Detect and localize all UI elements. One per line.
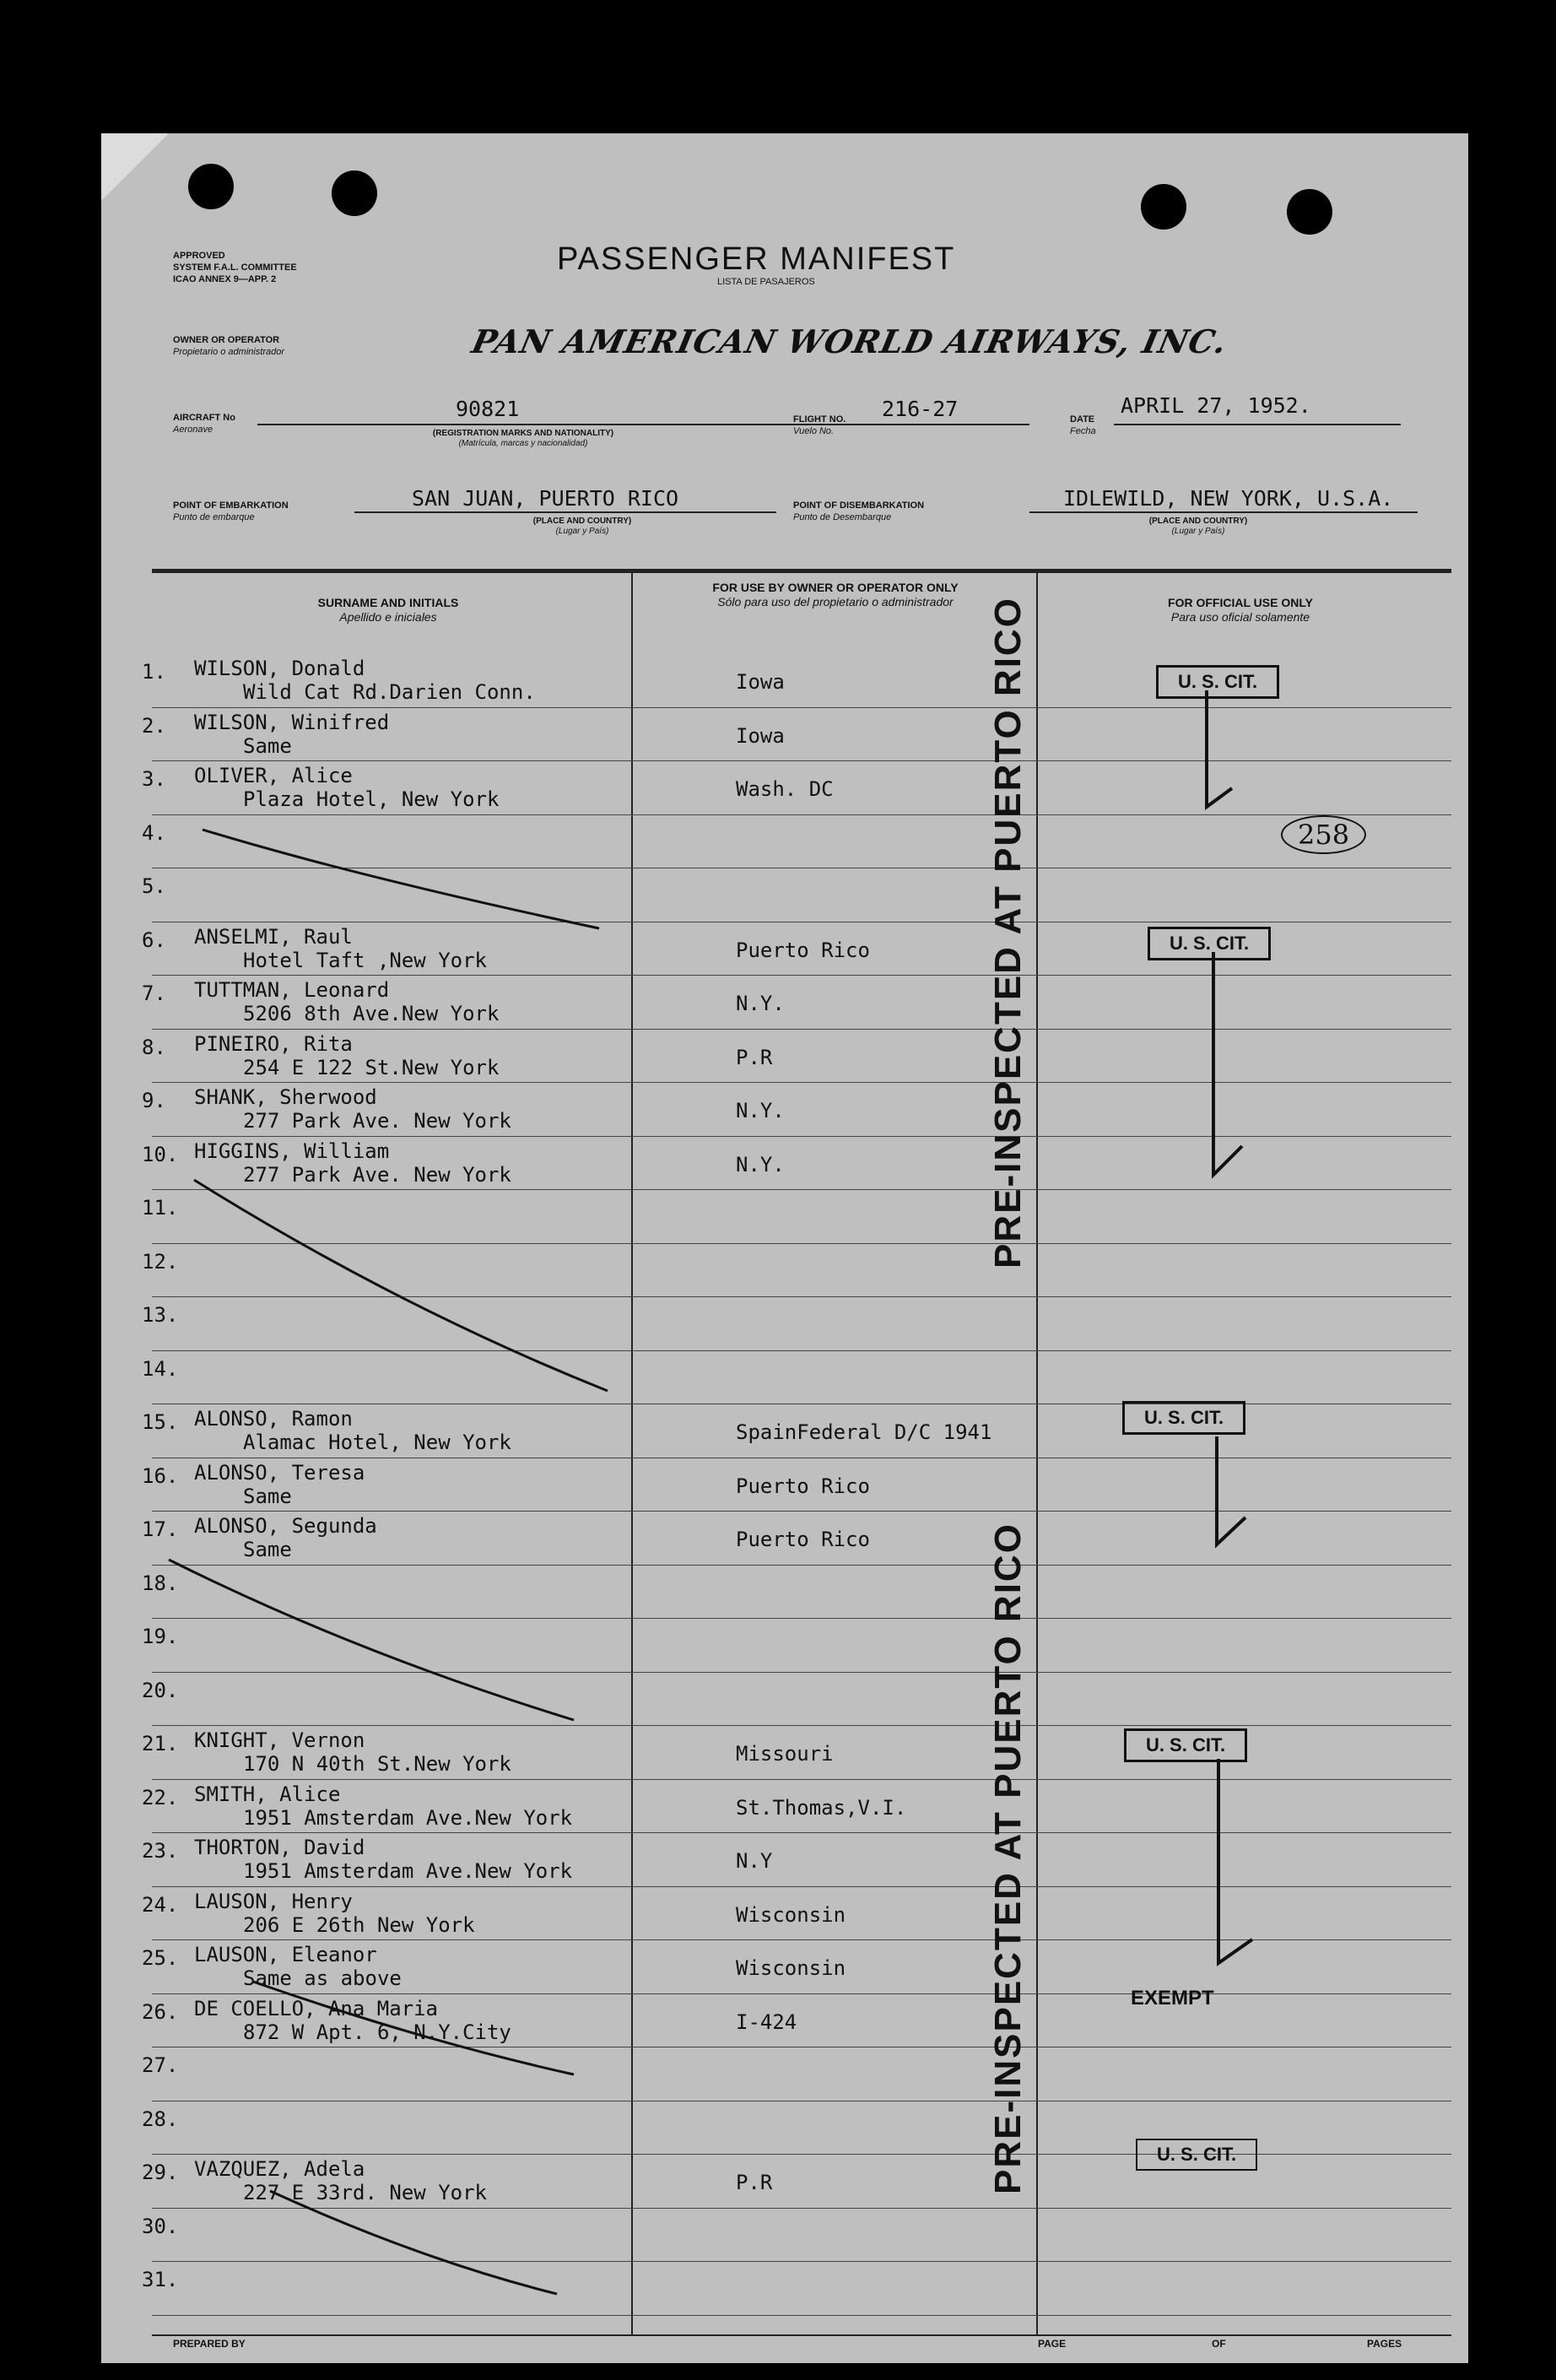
registration-label-es: (Matrícula, marcas y nacionalidad) bbox=[458, 439, 588, 448]
passenger-address: 277 Park Ave. New York bbox=[243, 1162, 511, 1187]
passenger-address: 227 E 33rd. New York bbox=[243, 2181, 487, 2204]
owner-note: N.Y. bbox=[736, 1099, 785, 1122]
bracket-line bbox=[1207, 690, 1232, 807]
column-header-official-en: FOR OFFICIAL USE ONLY bbox=[1168, 596, 1313, 609]
passenger-name: OLIVER, Alice bbox=[194, 764, 353, 787]
owner-note: SpainFederal D/C 1941 bbox=[736, 1420, 992, 1444]
disembark-label-en: POINT OF DISEMBARKATION bbox=[793, 500, 925, 511]
owner-note: Missouri bbox=[736, 1742, 834, 1766]
strike-marks bbox=[101, 133, 1468, 2363]
row-number: 11. bbox=[142, 1196, 179, 1220]
owner-note: Puerto Rico bbox=[736, 1474, 870, 1498]
preinspected-stamp: PRE-INSPECTED AT PUERTO RICO bbox=[987, 597, 1029, 1268]
approval-line: APPROVED bbox=[173, 251, 225, 261]
owner-note: I-424 bbox=[736, 2009, 797, 2034]
column-header-name-es: Apellido e iniciales bbox=[339, 610, 437, 624]
passenger-address: 277 Park Ave. New York bbox=[243, 1109, 511, 1133]
pages-label: PAGES bbox=[1367, 2338, 1402, 2350]
row-number: 17. bbox=[142, 1517, 179, 1541]
row-number: 3. bbox=[142, 767, 166, 791]
passenger-name: ANSELMI, Raul bbox=[194, 924, 353, 949]
row-number: 29. bbox=[142, 2161, 179, 2184]
preinspected-stamp: PRE-INSPECTED AT PUERTO RICO bbox=[987, 1523, 1029, 2194]
row-number: 24. bbox=[142, 1892, 179, 1917]
row-number: 7. bbox=[142, 982, 166, 1005]
passenger-name: PINEIRO, Rita bbox=[194, 1031, 353, 1056]
row-number: 19. bbox=[142, 1625, 179, 1648]
owner-note: N.Y bbox=[736, 1849, 773, 1873]
prepared-by-label: PREPARED BY bbox=[173, 2338, 246, 2350]
passenger-name: ALONSO, Teresa bbox=[194, 1460, 365, 1485]
owner-note: Wisconsin bbox=[736, 1956, 846, 1980]
passenger-address: 1951 Amsterdam Ave.New York bbox=[243, 1859, 573, 1883]
flight-number: 216-27 bbox=[882, 397, 959, 421]
row-number: 10. bbox=[142, 1142, 179, 1166]
page-title: PASSENGER MANIFEST bbox=[557, 241, 956, 277]
page-subtitle: LISTA DE PASAJEROS bbox=[717, 277, 815, 287]
passenger-address: Alamac Hotel, New York bbox=[243, 1431, 511, 1454]
passenger-name: WILSON, Donald bbox=[194, 657, 365, 680]
passenger-address: Hotel Taft ,New York bbox=[243, 948, 487, 972]
flight-label-es: Vuelo No. bbox=[793, 426, 835, 436]
row-number: 23. bbox=[142, 1839, 179, 1863]
exempt-stamp: EXEMPT bbox=[1131, 1987, 1214, 2009]
row-number: 21. bbox=[142, 1732, 179, 1755]
owner-note: Iowa bbox=[736, 723, 785, 748]
date-label-en: DATE bbox=[1070, 414, 1095, 425]
page-note: 258 bbox=[1281, 815, 1366, 854]
place-label-en: (PLACE AND COUNTRY) bbox=[1148, 517, 1248, 526]
strike-line bbox=[253, 1982, 574, 2074]
date-value: APRIL 27, 1952. bbox=[1121, 393, 1311, 418]
row-number: 8. bbox=[142, 1035, 166, 1059]
aircraft-no: No bbox=[223, 413, 235, 423]
row-number: 26. bbox=[142, 1999, 179, 2024]
strike-line bbox=[194, 1180, 608, 1391]
passenger-name: HIGGINS, William bbox=[194, 1139, 390, 1163]
row-number: 15. bbox=[142, 1410, 179, 1434]
passenger-address: 170 N 40th St.New York bbox=[243, 1752, 511, 1776]
approval-line: ICAO ANNEX 9—APP. 2 bbox=[173, 274, 277, 284]
owner-note: St.Thomas,V.I. bbox=[736, 1795, 907, 1820]
us-citizen-stamp: U. S. CIT. bbox=[1124, 1728, 1247, 1762]
passenger-address: 254 E 122 St.New York bbox=[243, 1055, 500, 1079]
manifest-sheet bbox=[101, 133, 1468, 2363]
passenger-name: SMITH, Alice bbox=[194, 1782, 341, 1806]
us-citizen-stamp: U. S. CIT. bbox=[1136, 2139, 1257, 2171]
column-header-owner-en: FOR USE BY OWNER OR OPERATOR ONLY bbox=[712, 581, 959, 594]
passenger-name: VAZQUEZ, Adela bbox=[194, 2157, 365, 2181]
passenger-address: Same bbox=[243, 1484, 292, 1508]
bracket-line bbox=[1218, 1759, 1252, 1963]
owner-label-en: OWNER OR OPERATOR bbox=[173, 335, 280, 345]
passenger-address: Same bbox=[243, 733, 292, 758]
passenger-name: THORTON, David bbox=[194, 1836, 365, 1859]
owner-note: P.R bbox=[736, 1045, 773, 1069]
strike-line bbox=[203, 830, 599, 928]
owner-note: N.Y. bbox=[736, 1152, 785, 1176]
strike-line bbox=[169, 1560, 574, 1720]
owner-note: Puerto Rico bbox=[736, 938, 870, 962]
disembarkation-value: IDLEWILD, NEW YORK, U.S.A. bbox=[1063, 486, 1394, 511]
passenger-name: LAUSON, Henry bbox=[194, 1889, 353, 1913]
row-number: 31. bbox=[142, 2268, 179, 2291]
aircraft-label-en: AIRCRAFT bbox=[173, 413, 221, 423]
bracket-line bbox=[1217, 1436, 1245, 1544]
registration-value: 90821 bbox=[456, 397, 520, 421]
row-number: 16. bbox=[142, 1463, 179, 1488]
flight-label-en: FLIGHT NO. bbox=[793, 414, 846, 425]
registration-label-en: (REGISTRATION MARKS AND NATIONALITY) bbox=[432, 429, 614, 438]
passenger-name: SHANK, Sherwood bbox=[194, 1085, 377, 1109]
row-number: 2. bbox=[142, 713, 166, 738]
embark-label-es: Punto de embarque bbox=[173, 512, 255, 522]
bracket-line bbox=[1213, 952, 1242, 1175]
passenger-name: ALONSO, Segunda bbox=[194, 1514, 377, 1538]
passenger-address: Plaza Hotel, New York bbox=[243, 787, 500, 811]
passenger-address: 206 E 26th New York bbox=[243, 1912, 475, 1937]
us-citizen-stamp: U. S. CIT. bbox=[1148, 927, 1271, 960]
row-number: 30. bbox=[142, 2214, 179, 2238]
column-header-official-es: Para uso oficial solamente bbox=[1170, 610, 1310, 624]
owner-label-es: Propietario o administrador bbox=[173, 347, 285, 357]
table-bottom-rule bbox=[152, 2334, 1451, 2336]
owner-note: Wisconsin bbox=[736, 1902, 846, 1927]
approval-line: SYSTEM F.A.L. COMMITTEE bbox=[173, 262, 297, 273]
passenger-name: WILSON, Winifred bbox=[194, 710, 390, 734]
airline-name: PAN AMERICAN WORLD AIRWAYS, INC. bbox=[468, 322, 1231, 360]
row-number: 18. bbox=[142, 1571, 179, 1595]
owner-note: Iowa bbox=[736, 670, 785, 694]
owner-note: N.Y. bbox=[736, 992, 785, 1015]
row-number: 22. bbox=[142, 1785, 179, 1809]
embarkation-value: SAN JUAN, PUERTO RICO bbox=[412, 486, 679, 511]
place-label-es: (Lugar y País) bbox=[1171, 527, 1225, 536]
owner-note: P.R bbox=[736, 2171, 773, 2194]
passenger-address: 1951 Amsterdam Ave.New York bbox=[243, 1805, 573, 1830]
disembark-label-es: Punto de Desembarque bbox=[793, 512, 892, 522]
passenger-name: KNIGHT, Vernon bbox=[194, 1728, 365, 1752]
of-label: OF bbox=[1212, 2338, 1226, 2350]
place-label-en: (PLACE AND COUNTRY) bbox=[532, 517, 632, 526]
row-number: 20. bbox=[142, 1678, 179, 1702]
row-number: 13. bbox=[142, 1303, 179, 1327]
row-number: 25. bbox=[142, 1946, 179, 1970]
us-citizen-stamp: U. S. CIT. bbox=[1156, 665, 1279, 699]
passenger-address: Same bbox=[243, 1538, 292, 1561]
row-number: 1. bbox=[142, 660, 166, 684]
passenger-name: ALONSO, Ramon bbox=[194, 1407, 353, 1431]
passenger-address: Wild Cat Rd.Darien Conn. bbox=[243, 680, 536, 704]
embark-label-en: POINT OF EMBARKATION bbox=[173, 500, 289, 511]
us-citizen-stamp: U. S. CIT. bbox=[1122, 1401, 1245, 1435]
owner-note: Wash. DC bbox=[736, 777, 834, 801]
row-number: 14. bbox=[142, 1356, 179, 1381]
passenger-name: LAUSON, Eleanor bbox=[194, 1943, 377, 1966]
column-header-owner-es: Sólo para uso del propietario o administrador bbox=[717, 595, 954, 609]
passenger-name: TUTTMAN, Leonard bbox=[194, 978, 390, 1002]
passenger-address: 872 W Apt. 6, N.Y.City bbox=[243, 2020, 511, 2044]
owner-note: Puerto Rico bbox=[736, 1528, 870, 1551]
row-number: 12. bbox=[142, 1249, 179, 1274]
passenger-address: 5206 8th Ave.New York bbox=[243, 1002, 500, 1025]
passenger-name: DE COELLO, Ana Maria bbox=[194, 1996, 438, 2020]
row-number: 27. bbox=[142, 2053, 179, 2077]
row-number: 28. bbox=[142, 2107, 179, 2131]
page-label: PAGE bbox=[1038, 2338, 1067, 2350]
date-label-es: Fecha bbox=[1070, 426, 1096, 436]
passenger-address: Same as above bbox=[243, 1966, 402, 1990]
row-number: 6. bbox=[142, 928, 166, 952]
place-label-es: (Lugar y País) bbox=[555, 527, 609, 536]
row-number: 9. bbox=[142, 1089, 166, 1112]
column-header-name-en: SURNAME AND INITIALS bbox=[317, 596, 459, 609]
row-number: 4. bbox=[142, 820, 166, 845]
strike-line bbox=[270, 2191, 557, 2294]
aircraft-label-es: Aeronave bbox=[173, 425, 213, 435]
row-number: 5. bbox=[142, 874, 166, 898]
